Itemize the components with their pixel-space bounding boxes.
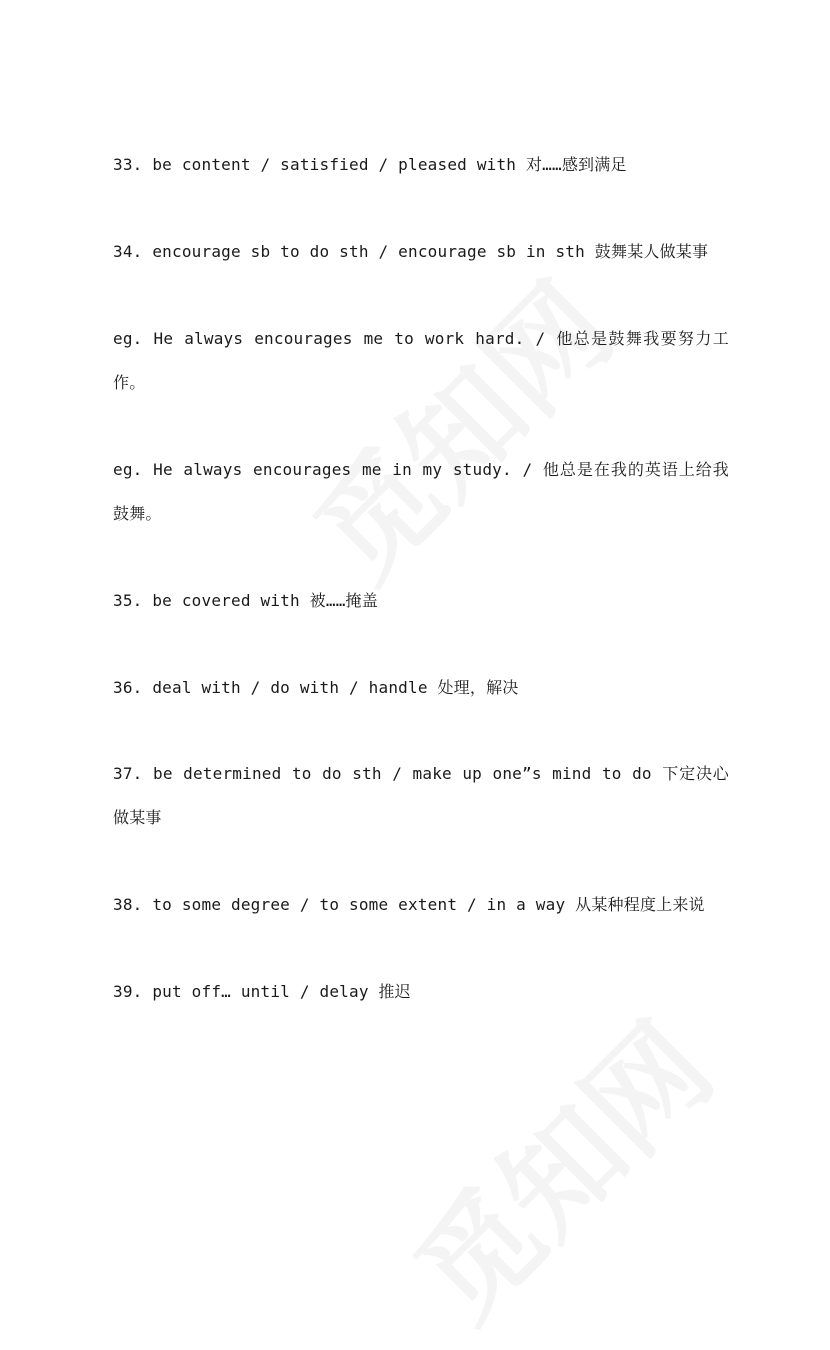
entry-34-example-2: eg. He always encourages me in my study. / 他总是在我的英语上给我鼓舞。 — [113, 460, 729, 523]
watermark — [372, 980, 743, 1350]
entry-38: 38. to some degree / to some extent / in a way 从某种程度上来说 — [113, 895, 705, 914]
entry-37: 37. be determined to do sth / make up one”s mind to do 下定决心做某事 — [113, 764, 729, 827]
entry-36: 36. deal with / do with / handle 处理，解决 — [113, 678, 519, 697]
entry-34: 34. encourage sb to do sth / encourage sb in sth 鼓舞某人做某事 — [113, 242, 709, 261]
watermark — [272, 240, 643, 611]
entry-39: 39. put off… until / delay 推迟 — [113, 982, 411, 1001]
entry-35: 35. be covered with 被……掩盖 — [113, 591, 378, 610]
entry-33: 33. be content / satisfied / pleased with 对……感到满足 — [113, 155, 627, 174]
entry-34-example-1: eg. He always encourages me to work hard. / 他总是鼓舞我要努力工作。 — [113, 329, 729, 392]
